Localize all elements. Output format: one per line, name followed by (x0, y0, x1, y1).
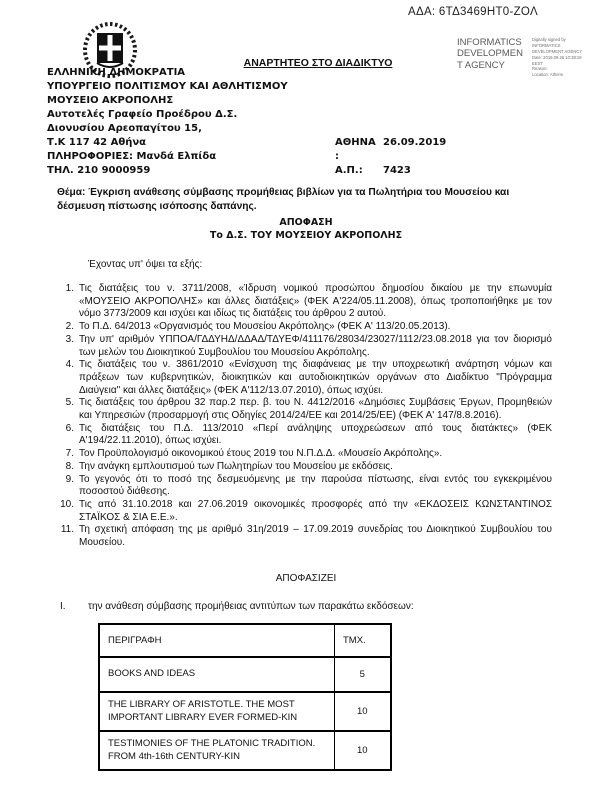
edition-title: THE LIBRARY OF ARISTOTLE. THE MOST IMPORTANT LIBRARY EVER FORMED-KIN (99, 692, 335, 731)
list-item-text: Τη σχετική απόφαση της με αριθμό 31η/2019 – 17.09.2019 συνεδρίας του Διοικητικού Συμβουλίου του Μουσείου. (79, 524, 552, 549)
stamp-sig-line: EEST (532, 60, 543, 66)
list-item-number: 7. (65, 448, 74, 460)
stamp-sig-line: Location: Athens (532, 72, 563, 78)
date-row (335, 136, 446, 164)
list-item-text: Τις διατάξεις του ν. 3861/2010 «Ενίσχυση της διαφάνειας με την υποχρεωτική ανάρτηση νόμων και πράξεων των κυβερνητικών, διοικητικών και αυτοδιοικητικών οργάνων στο Διαδίκτυο "Πρόγραμμα Διαύγεια" και άλλες διατάξεις» (ΦΕΚ Α'112/13.07.2010), όπως ισχύει. (79, 359, 552, 396)
table-header-row (99, 624, 391, 657)
web-posting-notice: ΑΝΑΡΤΗΤΕΟ ΣΤΟ ΔΙΑΔΙΚΤΥΟ (243, 57, 393, 69)
edition-quantity: 10 (335, 692, 391, 731)
list-item-text: Τις διατάξεις του ν. 3711/2008, «Ίδρυση νομικού προσώπου δημοσίου δικαίου με την επωνυμία «ΜΟΥΣΕΙΟ ΑΚΡΟΠΟΛΗΣ» και άλλες διατάξεις» (ΦΕΚ Α'224/05.11.2008), όπως τροποποιήθηκε με τον νόμο 3773/2009 και ισχύει και ιδίως τις διατάξεις του άρθρου 2 αυτού. (79, 283, 552, 320)
list-item-number: 2. (65, 321, 74, 333)
edition-quantity: 10 (335, 731, 391, 770)
stamp-agency-name (457, 37, 527, 78)
letterhead-postal: Τ.Κ 117 42 Αθήνα (47, 137, 147, 148)
list-item-text: Το Π.Δ. 64/2013 «Οργανισμός του Μουσείου Ακρόπολης» (ΦΕΚ Α' 113/20.05.2013). (79, 321, 451, 333)
letterhead-museum: ΜΟΥΣΕΙΟ ΑΚΡΟΠΟΛΗΣ (47, 95, 174, 106)
edition-quantity: 5 (335, 657, 391, 692)
list-item-number: 8. (65, 460, 74, 472)
decides-item (60, 601, 552, 612)
stamp-signature-details (532, 37, 592, 78)
stamp-sig-line: INFORMATICS (532, 42, 561, 48)
stamp-agency-line: INFORMATICS (457, 37, 522, 48)
subject-line: Θέμα: Έγκριση ανάθεσης σύμβασης προμήθειας βιβλίων για τα Πωλητήρια του Μουσείου και δέσμευση πίστωσης ισόποσης δαπάνης. (57, 187, 510, 212)
edition-title: BOOKS AND IDEAS (99, 657, 335, 692)
list-item (60, 283, 552, 321)
decides-item-number: I. (60, 601, 66, 612)
considerations-list (60, 283, 552, 550)
protocol-row (335, 164, 446, 178)
letterhead-address: Διονυσίου Αρεοπαγίτου 15, (47, 123, 202, 134)
list-item-number: 3. (65, 333, 74, 345)
stamp-agency-line: DEVELOPMEN (457, 48, 523, 60)
list-item (60, 423, 552, 448)
letterhead-phone: ΤΗΛ. 210 9000959 (47, 165, 151, 176)
list-item-number: 9. (65, 473, 74, 485)
letterhead-contact: ΠΛΗΡΟΦΟΡΙΕΣ: Μανδά Ελπίδα (47, 151, 217, 162)
list-item-number: 10. (60, 498, 74, 510)
table-row (99, 657, 391, 692)
decision-heading (0, 216, 612, 242)
list-item-number: 5. (65, 397, 74, 409)
letterhead-office: Αυτοτελές Γραφείο Προέδρου Δ.Σ. (47, 109, 238, 120)
document-date: 26.09.2019 (383, 137, 447, 148)
column-header-description: ΠΕΡΙΓΡΑΦΗ (99, 624, 335, 657)
table-row (99, 692, 391, 731)
city-label: ΑΘΗΝΑ : (335, 137, 376, 162)
stamp-sig-line: Date: 2019.09.26 10:38:18 (532, 54, 582, 60)
protocol-number: 7423 (383, 165, 411, 176)
date-protocol-block (335, 136, 446, 178)
letterhead-ministry: ΥΠΟΥΡΓΕΙΟ ΠΟΛΙΤΙΣΜΟΥ ΚΑΙ ΑΘΛΗΤΙΣΜΟΥ (47, 81, 288, 92)
list-item (60, 474, 552, 499)
list-item (60, 321, 552, 334)
list-item-text: Την ανάγκη εμπλουτισμού των Πωλητηρίων του Μουσείου με εκδόσεις. (79, 460, 393, 472)
stamp-sig-line: Reason: (532, 66, 548, 72)
digital-signature-stamp (457, 37, 592, 78)
decision-title: ΑΠΟΦΑΣΗ (279, 217, 333, 228)
ada-code: ΑΔΑ: 6ΤΔ3469ΗΤ0-ΖΟΛ (408, 6, 538, 18)
list-item (60, 499, 552, 524)
list-item (60, 397, 552, 422)
letterhead (47, 66, 288, 178)
list-item-text: Την υπ' αριθμόν ΥΠΠΟΑ/ΓΔΔΥΗΔ/ΔΔΑΔ/ΤΔΥΕΦ/411176/28034/23027/1112/23.08.2018 για τον διορισμό των μελών του Διοικητικού Συμβουλίου του Μουσείου Ακρόπολης. (79, 333, 552, 358)
preamble-intro: Έχοντας υπ' όψει τα εξής: (88, 259, 203, 270)
stamp-sig-line: DEVELOPMENT AGENCY (532, 48, 583, 54)
edition-title: TESTIMONIES OF THE PLATONIC TRADITION. FROM 4th-16th CENTURY-KIN (99, 731, 335, 770)
decision-subtitle: Το Δ.Σ. ΤΟΥ ΜΟΥΣΕΙΟΥ ΑΚΡΟΠΟΛΗΣ (209, 230, 403, 241)
list-item (60, 359, 552, 397)
list-item-text: Τις διατάξεις του άρθρου 32 παρ.2 περ. β. του Ν. 4412/2016 «Δημόσιες Συμβάσεις Έργων, Προμηθειών και Υπηρεσιών (προσαρμογή στις Οδηγίες 2014/24/ΕΕ και 2014/25/ΕΕ) (ΦΕΚ Α' 147/8.8.2016). (79, 397, 552, 422)
list-item (60, 334, 552, 359)
list-item (60, 448, 552, 461)
protocol-label: Α.Π.: (335, 165, 363, 176)
list-item (60, 461, 552, 474)
letterhead-republic: ΕΛΛΗΝΙΚΗ ΔΗΜΟΚΡΑΤΙΑ (47, 67, 186, 78)
list-item-text: Το γεγονός ότι το ποσό της δεσμευόμενης με την παρούσα πίστωσης, είναι εντός του εγκεκριμένου ποσοστού διάθεσης. (79, 473, 552, 498)
list-item-number: 4. (65, 359, 74, 371)
column-header-quantity: ΤΜΧ. (335, 624, 391, 657)
table-row (99, 731, 391, 770)
editions-table (98, 623, 392, 771)
list-item (60, 524, 552, 549)
list-item-number: 6. (65, 422, 74, 434)
stamp-agency-line: T AGENCY (457, 59, 505, 71)
list-item-text: Τον Προϋπολογισμό οικονομικού έτους 2019 του Ν.Π.Δ.Δ. «Μουσείο Ακρόπολης». (79, 448, 443, 460)
list-item-number: 1. (65, 283, 74, 294)
list-item-text: Τις διατάξεις του Π.Δ. 113/2010 «Περί ανάληψης υποχρεώσεων από τους διατάκτες» (ΦΕΚ Α'194/22.11.2010), όπως ισχύει. (79, 422, 552, 447)
decides-item-text: την ανάθεση σύμβασης προμήθειας αντιτύπων των παρακάτω εκδόσεων: (88, 601, 414, 612)
decides-heading: ΑΠΟΦΑΣΙΖΕΙ (275, 573, 337, 584)
list-item-number: 11. (60, 524, 74, 536)
stamp-sig-line: Digitally signed by (532, 37, 566, 42)
list-item-text: Τις από 31.10.2018 και 27.06.2019 οικονομικές προσφορές από την «ΕΚΔΟΣΕΙΣ ΚΩΝΣΤΑΝΤΙΝΟΣ ΣΤΑΪΚΟΣ & ΣΙΑ Ε.Ε.». (79, 498, 552, 523)
